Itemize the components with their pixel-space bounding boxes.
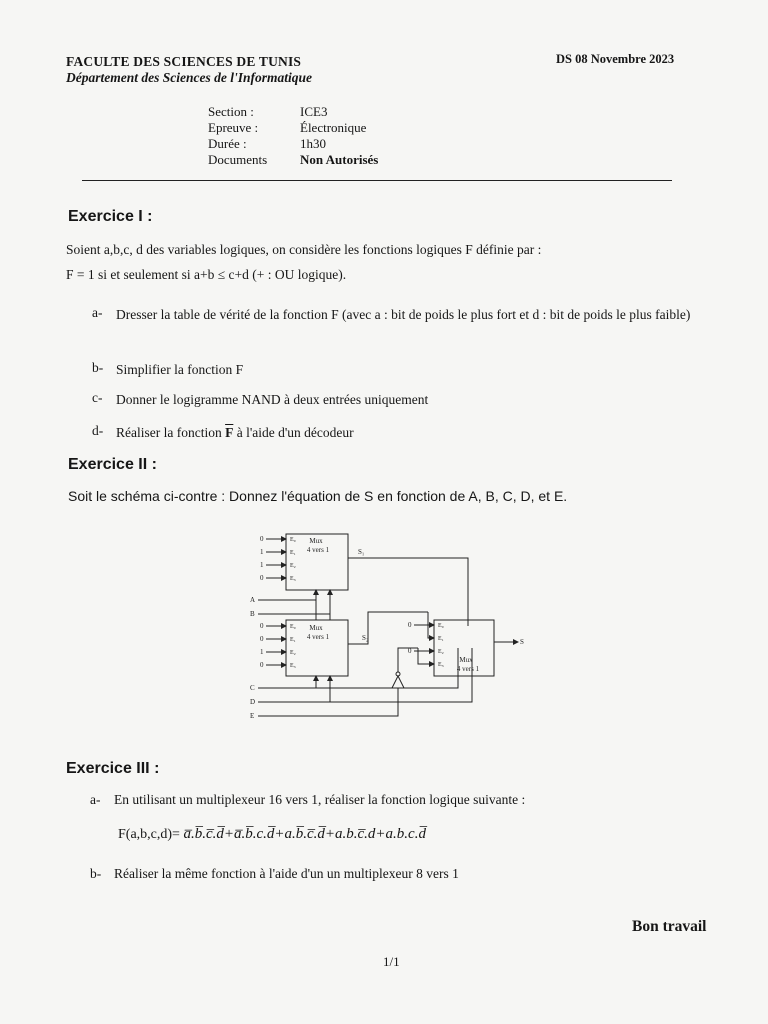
question-text: Simplifier la fonction F bbox=[116, 362, 244, 377]
question-3b bbox=[90, 866, 459, 882]
mux-1-input-value: 0 bbox=[260, 574, 264, 582]
mux-1-input-value: 1 bbox=[260, 561, 264, 569]
mux-2-pin: E₁ bbox=[290, 637, 296, 643]
question-text bbox=[116, 423, 696, 443]
exercise-2-title: Exercice II : bbox=[68, 456, 157, 473]
mux-1-pin: E₃ bbox=[290, 576, 296, 582]
signal-c-label: C bbox=[250, 684, 255, 692]
mux-3-pin: E₃ bbox=[438, 662, 444, 668]
mux-2-label: Mux bbox=[309, 624, 323, 632]
page-number: 1/1 bbox=[383, 954, 400, 969]
info-label: Durée : bbox=[208, 136, 247, 151]
department-name: Département des Sciences de l'Informatique bbox=[66, 70, 312, 85]
mux-circuit-diagram bbox=[248, 528, 538, 728]
mux-2-inputs bbox=[260, 622, 296, 669]
mux-3-input-value: 0 bbox=[408, 621, 412, 629]
info-row-section bbox=[208, 104, 378, 120]
s2-wire bbox=[348, 612, 428, 644]
mux-2-sublabel: 4 vers 1 bbox=[306, 633, 330, 641]
mux-1-input-value: 1 bbox=[260, 548, 264, 556]
exercise-1-intro: Soient a,b,c, d des variables logiques, on considère les fonctions logiques F définie par : bbox=[66, 242, 542, 257]
mux-2-input-value: 0 bbox=[260, 635, 264, 643]
closing-text: Bon travail bbox=[632, 918, 707, 935]
mux-3-output-label: S bbox=[520, 638, 524, 646]
faculty-name: FACULTE DES SCIENCES DE TUNIS bbox=[66, 54, 302, 69]
exercise-1-definition: F = 1 si et seulement si a+b ≤ c+d (+ : OU logique). bbox=[66, 267, 347, 282]
mux-3-pin: E₀ bbox=[438, 623, 444, 629]
mux-1-output-label: S₁ bbox=[358, 548, 365, 556]
signal-b-label: B bbox=[250, 610, 255, 618]
info-value: Électronique bbox=[300, 120, 367, 135]
question-text: Donner le logigramme NAND à deux entrées uniquement bbox=[116, 392, 429, 407]
question-1a bbox=[92, 305, 696, 325]
question-1d bbox=[92, 423, 696, 443]
f-complement: $\overline{F}$ bbox=[225, 425, 234, 440]
mux-3-label: Mux bbox=[459, 656, 473, 664]
info-label: Epreuve : bbox=[208, 120, 259, 135]
exercise-1-title: Exercice I : bbox=[68, 208, 153, 225]
info-value: Non Autorisés bbox=[300, 152, 379, 167]
mux-1-label: Mux bbox=[309, 537, 323, 545]
mux-3-sublabel: 4 vers 1 bbox=[456, 665, 480, 673]
signal-a-wire bbox=[258, 590, 316, 600]
info-value: ICE3 bbox=[300, 104, 328, 119]
question-text: En utilisant un multiplexeur 16 vers 1, réaliser la fonction logique suivante : bbox=[114, 792, 526, 807]
mux-1-pin: E₂ bbox=[290, 563, 296, 569]
question-marker: b- bbox=[92, 360, 104, 375]
exam-info-block bbox=[208, 104, 378, 168]
info-label: Section : bbox=[208, 104, 254, 119]
mux-2-input-value: 0 bbox=[260, 622, 264, 630]
exam-date: DS 08 Novembre 2023 bbox=[556, 52, 675, 66]
question-marker: d- bbox=[92, 423, 104, 438]
signal-c-wire bbox=[258, 676, 316, 688]
question-1c bbox=[92, 390, 696, 410]
exercise-3-title: Exercice III : bbox=[66, 760, 160, 777]
inverter-icon bbox=[392, 676, 404, 688]
question-1b bbox=[92, 360, 696, 380]
info-value: 1h30 bbox=[300, 136, 326, 151]
question-marker: a- bbox=[90, 792, 101, 807]
signal-b-wire bbox=[258, 590, 330, 614]
s1-wire bbox=[348, 558, 468, 626]
signal-d-label: D bbox=[250, 698, 256, 706]
header-divider bbox=[82, 180, 672, 181]
question-text: Dresser la table de vérité de la fonction F (avec a : bit de poids le plus fort et d : bit de poids le plus faible) bbox=[116, 307, 691, 322]
d-to-mux3 bbox=[330, 648, 472, 702]
mux-1-sublabel: 4 vers 1 bbox=[306, 546, 330, 554]
mux-2-pin: E₃ bbox=[290, 663, 296, 669]
formula-rhs: a̅.b̅.c̅.d̅+a̅.b̅.c.d̅+a.b̅.c̅.d̅+a.b.c̅.d+a.b.c.d̅ bbox=[183, 826, 426, 842]
logic-formula bbox=[118, 826, 426, 843]
question-marker: a- bbox=[92, 305, 103, 320]
mux-2-pin: E₀ bbox=[290, 624, 296, 630]
signal-a-label: A bbox=[250, 596, 256, 604]
mux-2-output-label: S₂ bbox=[362, 634, 369, 642]
formula-lhs: F(a,b,c,d)= bbox=[118, 827, 180, 842]
mux-3-pin: E₁ bbox=[438, 636, 444, 642]
mux-3-input-value: 0 bbox=[408, 647, 412, 655]
mux-2-input-value: 0 bbox=[260, 661, 264, 669]
question-marker: b- bbox=[90, 866, 102, 881]
question-3a bbox=[90, 792, 525, 808]
question-text-before: Réaliser la fonction bbox=[116, 425, 226, 440]
question-marker: c- bbox=[92, 390, 103, 405]
mux-1-input-value: 0 bbox=[260, 535, 264, 543]
mux-1-pin: E₁ bbox=[290, 550, 296, 556]
mux-2-pin: E₂ bbox=[290, 650, 296, 656]
mux-2-input-value: 1 bbox=[260, 648, 264, 656]
question-text: Réaliser la même fonction à l'aide d'un un multiplexeur 8 vers 1 bbox=[114, 866, 459, 881]
info-row-duree bbox=[208, 136, 378, 152]
signal-e-label: E bbox=[250, 712, 255, 720]
info-row-epreuve bbox=[208, 120, 378, 136]
mux-1-pin: E₀ bbox=[290, 537, 296, 543]
mux-1-inputs bbox=[260, 535, 296, 582]
exercise-2-statement: Soit le schéma ci-contre : Donnez l'équation de S en fonction de A, B, C, D, et E. bbox=[68, 488, 568, 504]
question-text-after: à l'aide d'un décodeur bbox=[233, 425, 354, 440]
mux-3-pin: E₂ bbox=[438, 649, 444, 655]
info-row-documents bbox=[208, 152, 378, 168]
signal-d-wire bbox=[258, 676, 330, 702]
c-to-mux3 bbox=[316, 648, 458, 688]
info-label: Documents bbox=[208, 152, 268, 167]
